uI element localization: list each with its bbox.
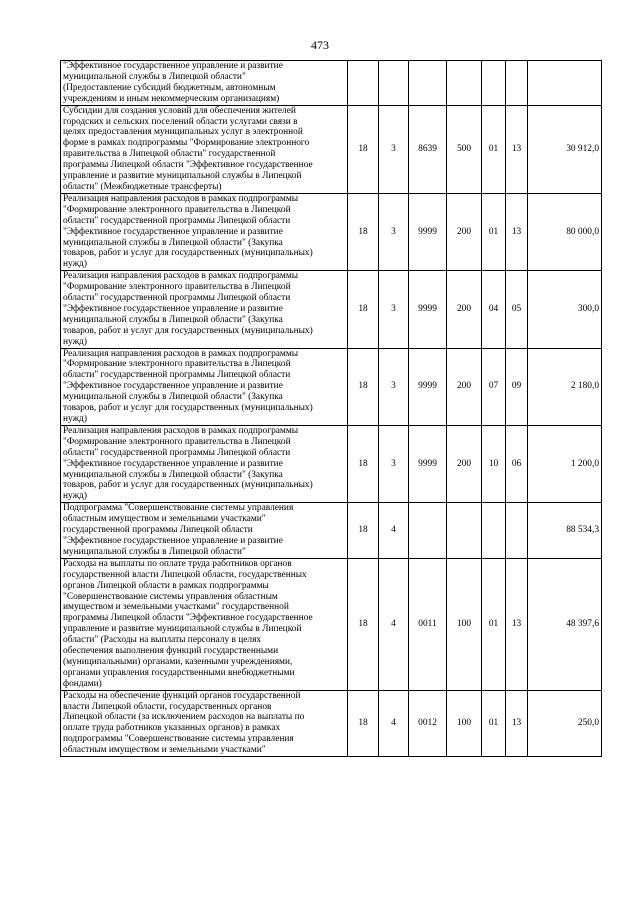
- table-row: [61, 193, 602, 270]
- row-description: Расходы на выплаты по оплате труда работников органов государственной власти Липецкой области, государственных органов Липецкой области в рамках подпрограммы "Совершенствование системы управления областным имуществом и земельными участками" государственной программы Липецкой области "Эффективное государственное управление и развитие муниципальной службы в Липецкой области" (Расходы на выплаты персоналу в целях обеспечения выполнения функций государственными (муниципальными) органами, казенными учреждениями, органами управления государственными внебюджетными фондами): [61, 558, 348, 690]
- table-row: [61, 690, 602, 756]
- row-code-2: 3: [379, 271, 409, 348]
- row-description: Реализация направления расходов в рамках подпрограммы "Формирование электронного правительства в Липецкой области" государственной программы Липецкой области "Эффективное государственное управление и развитие муниципальной службы в Липецкой области" (Закупка товаров, работ и услуг для государственных (муниципальных) нужд): [61, 193, 348, 270]
- row-amount: 88 534,3: [528, 503, 602, 559]
- row-code-2: 4: [379, 558, 409, 690]
- table-row: [61, 503, 602, 559]
- row-code-4: 200: [447, 271, 482, 348]
- row-code-6: [506, 503, 528, 559]
- row-code-1: 18: [348, 348, 379, 425]
- row-code-3: 0011: [409, 558, 447, 690]
- table-row: [61, 425, 602, 502]
- row-code-1: [348, 61, 379, 106]
- row-code-4: 500: [447, 105, 482, 193]
- budget-table: [60, 60, 602, 757]
- row-code-2: 3: [379, 348, 409, 425]
- row-code-3: [409, 503, 447, 559]
- row-code-3: 0012: [409, 690, 447, 756]
- row-code-5: 01: [482, 690, 506, 756]
- row-code-1: 18: [348, 503, 379, 559]
- row-code-3: [409, 61, 447, 106]
- row-code-1: 18: [348, 193, 379, 270]
- row-code-4: 100: [447, 558, 482, 690]
- row-code-5: 10: [482, 425, 506, 502]
- table-row: [61, 558, 602, 690]
- row-amount: 2 180,0: [528, 348, 602, 425]
- row-amount: 48 397,6: [528, 558, 602, 690]
- row-code-3: 9999: [409, 271, 447, 348]
- row-code-6: 09: [506, 348, 528, 425]
- row-amount: 300,0: [528, 271, 602, 348]
- row-code-2: 4: [379, 690, 409, 756]
- row-description: Подпрограмма "Совершенствование системы управления областным имуществом и земельными участками" государственной программы Липецкой области "Эффективное государственное управление и развитие муниципальной службы в Липецкой области": [61, 503, 348, 559]
- row-code-1: 18: [348, 425, 379, 502]
- row-code-5: 07: [482, 348, 506, 425]
- row-code-1: 18: [348, 271, 379, 348]
- table-row: [61, 105, 602, 193]
- row-code-4: 200: [447, 348, 482, 425]
- row-code-3: 9999: [409, 193, 447, 270]
- row-description: Реализация направления расходов в рамках подпрограммы "Формирование электронного правительства в Липецкой области" государственной программы Липецкой области "Эффективное государственное управление и развитие муниципальной службы в Липецкой области" (Закупка товаров, работ и услуг для государственных (муниципальных) нужд): [61, 271, 348, 348]
- row-amount: 250,0: [528, 690, 602, 756]
- row-code-6: 13: [506, 105, 528, 193]
- row-code-4: 200: [447, 425, 482, 502]
- row-code-4: 200: [447, 193, 482, 270]
- table-row: [61, 348, 602, 425]
- row-code-5: [482, 503, 506, 559]
- row-code-2: 3: [379, 193, 409, 270]
- row-code-2: 3: [379, 425, 409, 502]
- row-code-5: 01: [482, 105, 506, 193]
- row-code-5: 01: [482, 193, 506, 270]
- row-code-2: [379, 61, 409, 106]
- row-code-2: 3: [379, 105, 409, 193]
- row-code-6: 13: [506, 558, 528, 690]
- row-amount: 1 200,0: [528, 425, 602, 502]
- row-code-1: 18: [348, 690, 379, 756]
- row-code-5: 04: [482, 271, 506, 348]
- row-description: Субсидии для создания условий для обеспечения жителей городских и сельских поселений области услугами связи в целях предоставления муниципальных услуг в электронной форме в рамках подпрограммы "Формирование электронного правительства в Липецкой области" государственной программы Липецкой области "Эффективное государственное управление и развитие муниципальной службы в Липецкой области" (Межбюджетные трансферты): [61, 105, 348, 193]
- row-description: Реализация направления расходов в рамках подпрограммы "Формирование электронного правительства в Липецкой области" государственной программы Липецкой области "Эффективное государственное управление и развитие муниципальной службы в Липецкой области" (Закупка товаров, работ и услуг для государственных (муниципальных) нужд): [61, 348, 348, 425]
- row-code-2: 4: [379, 503, 409, 559]
- row-code-1: 18: [348, 105, 379, 193]
- row-code-4: [447, 61, 482, 106]
- row-description: Расходы на обеспечение функций органов государственной власти Липецкой области, государственных органов Липецкой области (за исключением расходов на выплаты по оплате труда работников указанных органов) в рамках подпрограммы "Совершенствование системы управления областным имуществом и земельными участками": [61, 690, 348, 756]
- row-code-6: 06: [506, 425, 528, 502]
- row-code-6: 13: [506, 193, 528, 270]
- row-code-6: [506, 61, 528, 106]
- row-code-6: 13: [506, 690, 528, 756]
- row-code-4: [447, 503, 482, 559]
- table-row: [61, 271, 602, 348]
- row-code-5: 01: [482, 558, 506, 690]
- row-code-6: 05: [506, 271, 528, 348]
- page-number: 473: [311, 38, 329, 52]
- row-amount: 80 000,0: [528, 193, 602, 270]
- table-row: [61, 61, 602, 106]
- row-code-3: 8639: [409, 105, 447, 193]
- row-amount: [528, 61, 602, 106]
- row-code-4: 100: [447, 690, 482, 756]
- row-description: Реализация направления расходов в рамках подпрограммы "Формирование электронного правительства в Липецкой области" государственной программы Липецкой области "Эффективное государственное управление и развитие муниципальной службы в Липецкой области" (Закупка товаров, работ и услуг для государственных (муниципальных) нужд): [61, 425, 348, 502]
- row-code-1: 18: [348, 558, 379, 690]
- row-amount: 30 912,0: [528, 105, 602, 193]
- row-code-3: 9999: [409, 348, 447, 425]
- row-code-5: [482, 61, 506, 106]
- row-description: "Эффективное государственное управление и развитие муниципальной службы в Липецкой области" (Предоставление субсидий бюджетным, автономным учреждениям и иным некоммерческим организациям): [61, 61, 348, 106]
- table-body: [61, 61, 602, 757]
- row-code-3: 9999: [409, 425, 447, 502]
